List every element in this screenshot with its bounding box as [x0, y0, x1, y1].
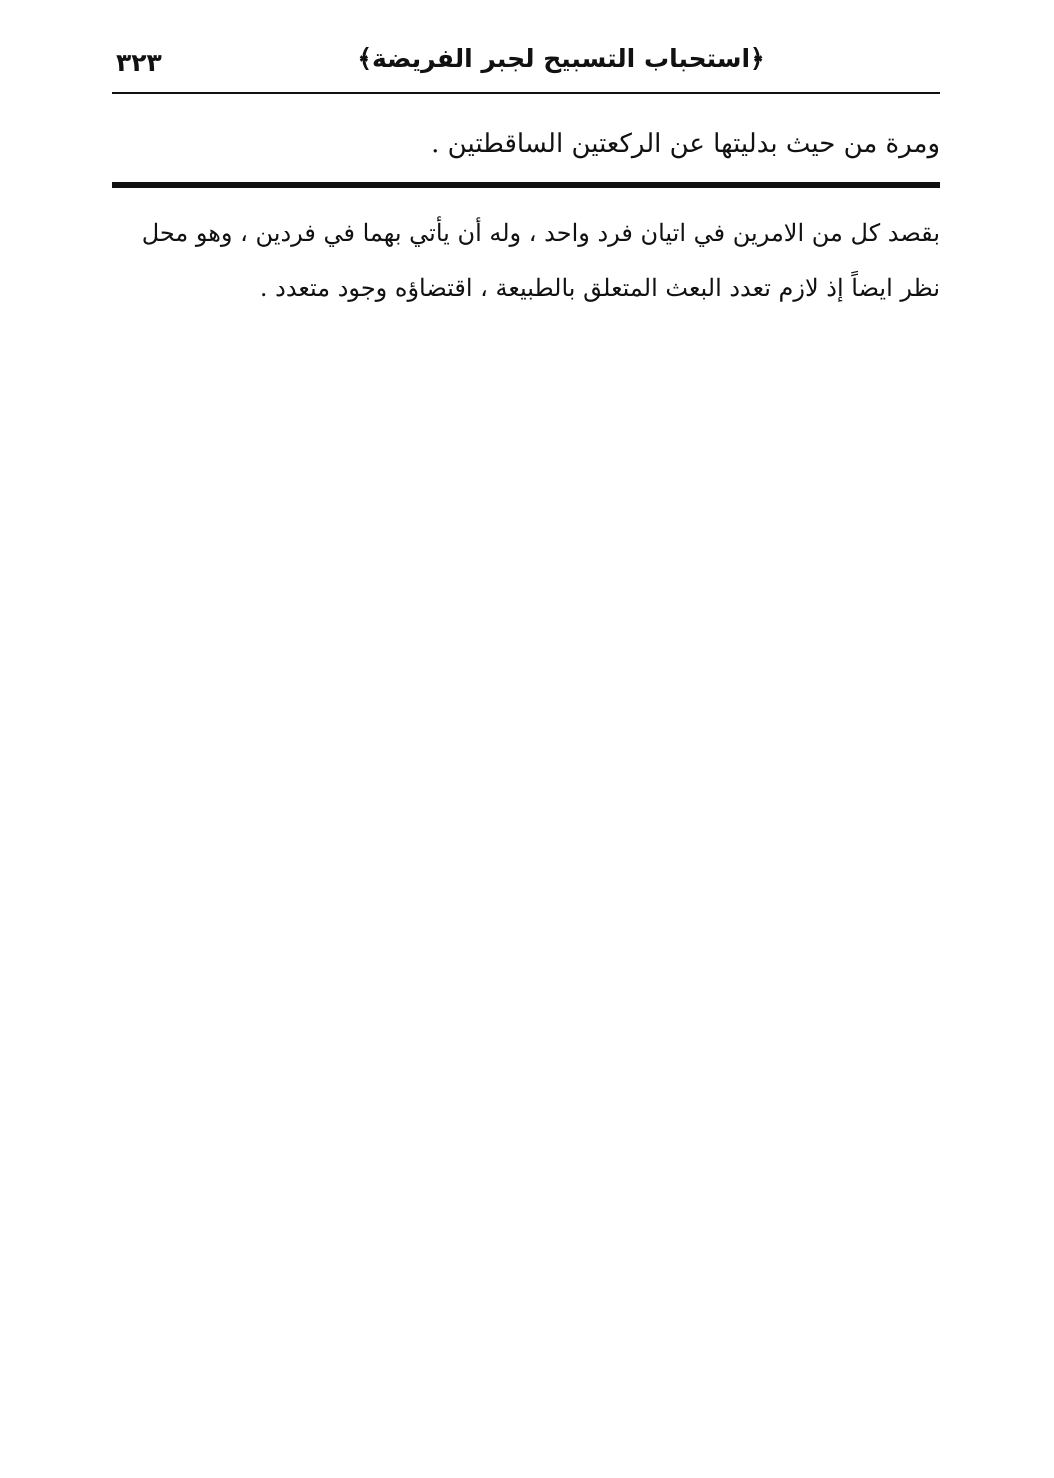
footnote-line: نظر ايضاً إذ لازم تعدد البعث المتعلق بالطبيعة ، اقتضاؤه وجود متعدد .	[259, 274, 940, 302]
footnote-line: بقصد كل من الامرين في اتيان فرد واحد ، وله أن يأتي بهما في فردين ، وهو محل	[141, 219, 940, 247]
header-divider	[112, 92, 940, 94]
page-number: ٣٢٣	[116, 48, 162, 77]
main-text-line: ومرة من حيث بدليتها عن الركعتين الساقطتين .	[431, 129, 940, 159]
page-header	[112, 38, 940, 86]
footnote-divider	[112, 182, 940, 188]
running-title: ﴿استحباب التسبيح لجبر الفريضة﴾	[357, 44, 765, 73]
main-text-body	[112, 118, 940, 170]
footnote	[112, 206, 940, 316]
